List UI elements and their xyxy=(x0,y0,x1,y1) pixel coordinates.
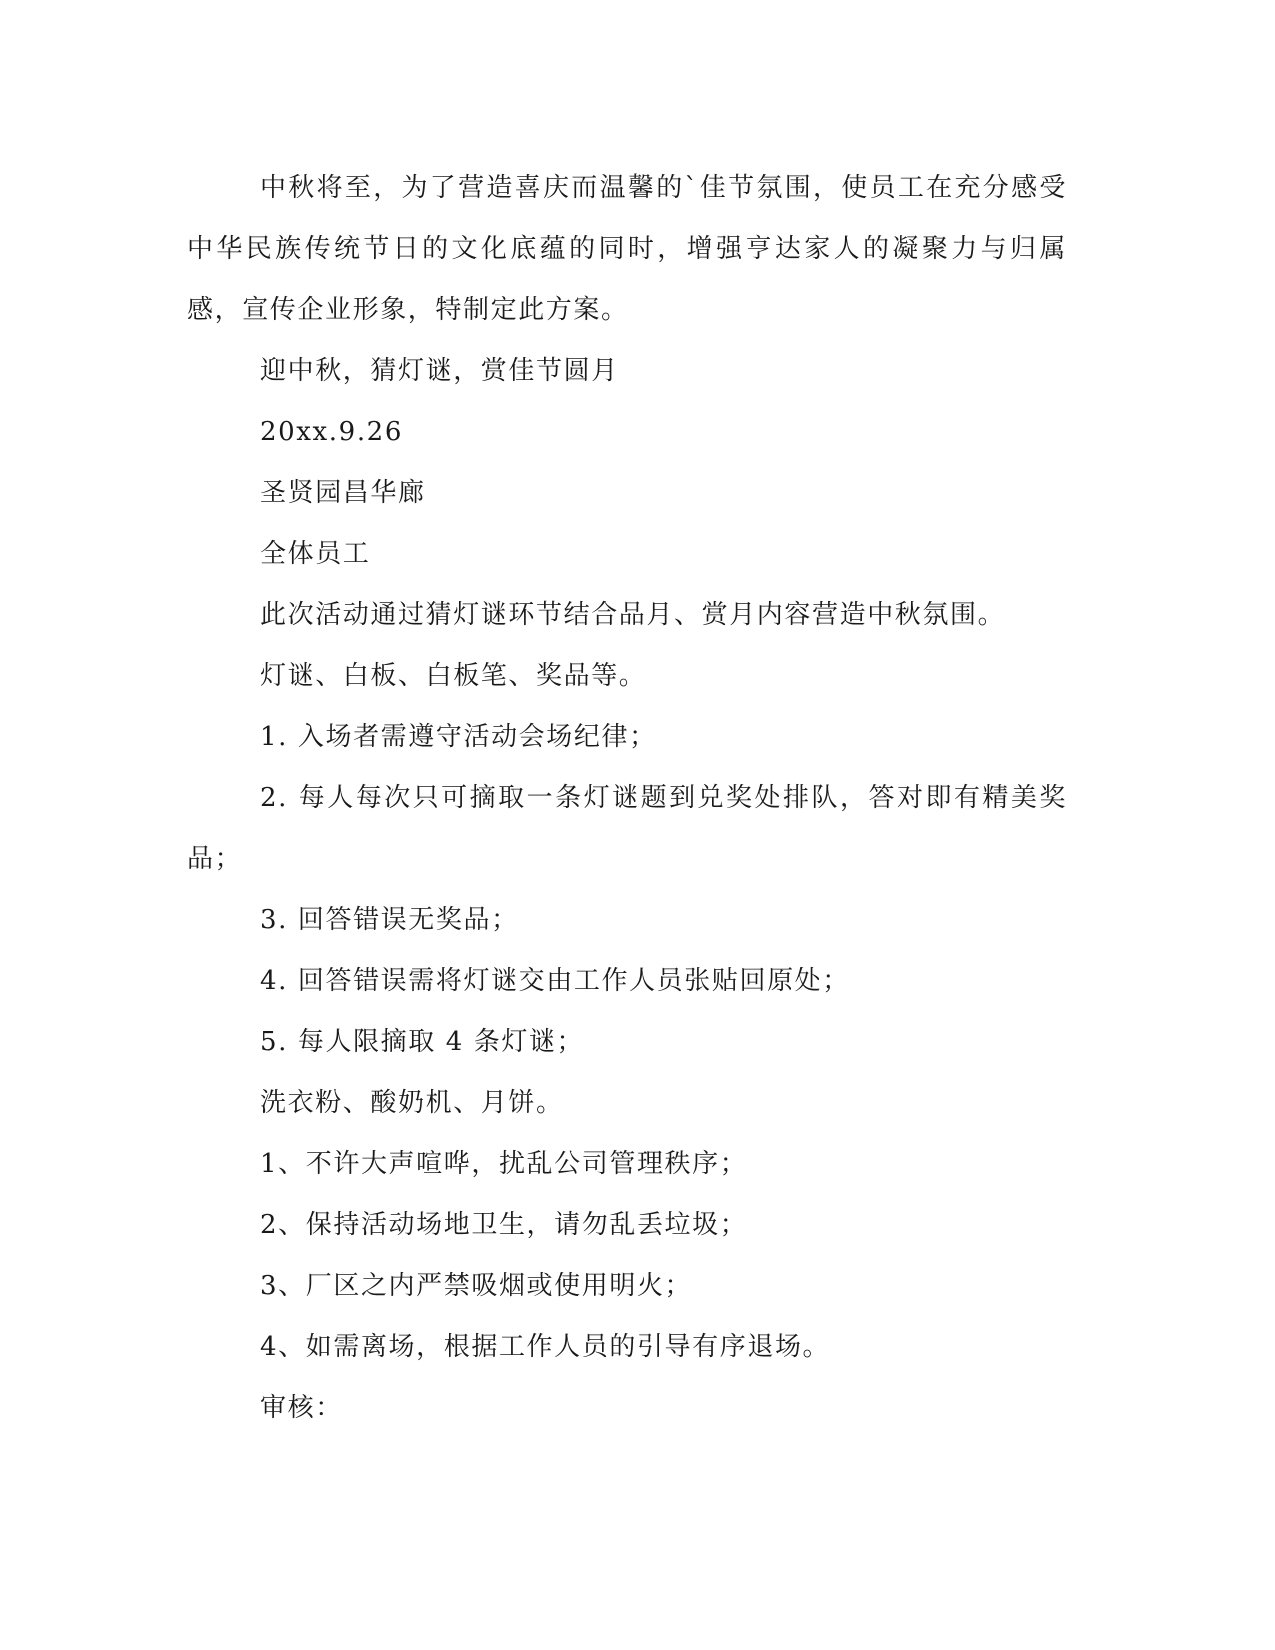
paragraph-intro: 中秋将至，为了营造喜庆而温馨的`佳节氛围，使员工在充分感受中华民族传统节日的文化底蕴的同时，增强亨达家人的凝聚力与归属感，宣传企业形象，特制定此方案。 xyxy=(187,173,1067,325)
paragraph-materials: 灯谜、白板、白板笔、奖品等。 xyxy=(260,661,647,691)
document-body xyxy=(187,158,1067,1439)
notice-item-2: 2、保持活动场地卫生，请勿乱丢垃圾； xyxy=(260,1210,748,1240)
notice-item-3: 3、厂区之内严禁吸烟或使用明火； xyxy=(260,1271,693,1301)
rule-item-3: 3. 回答错误无奖品； xyxy=(260,905,519,935)
rule-item-4: 4. 回答错误需将灯谜交由工作人员张贴回原处； xyxy=(260,966,850,996)
notice-item-4: 4、如需离场，根据工作人员的引导有序退场。 xyxy=(260,1332,831,1362)
notice-item-1: 1、不许大声喧哗，扰乱公司管理秩序； xyxy=(260,1149,748,1179)
paragraph-theme: 迎中秋，猜灯谜，赏佳节圆月 xyxy=(260,356,619,386)
rule-item-5: 5. 每人限摘取 4 条灯谜； xyxy=(260,1027,585,1057)
paragraph-content: 此次活动通过猜灯谜环节结合品月、赏月内容营造中秋氛围。 xyxy=(260,600,1006,630)
paragraph-prizes: 洗衣粉、酸奶机、月饼。 xyxy=(260,1088,564,1118)
paragraph-review: 审核： xyxy=(260,1393,343,1423)
paragraph-date: 20xx.9.26 xyxy=(260,417,403,447)
paragraph-participants: 全体员工 xyxy=(260,539,371,569)
rule-item-1: 1. 入场者需遵守活动会场纪律； xyxy=(260,722,657,752)
rule-item-2: 2. 每人每次只可摘取一条灯谜题到兑奖处排队，答对即有精美奖品； xyxy=(187,783,1067,874)
paragraph-location: 圣贤园昌华廊 xyxy=(260,478,426,508)
